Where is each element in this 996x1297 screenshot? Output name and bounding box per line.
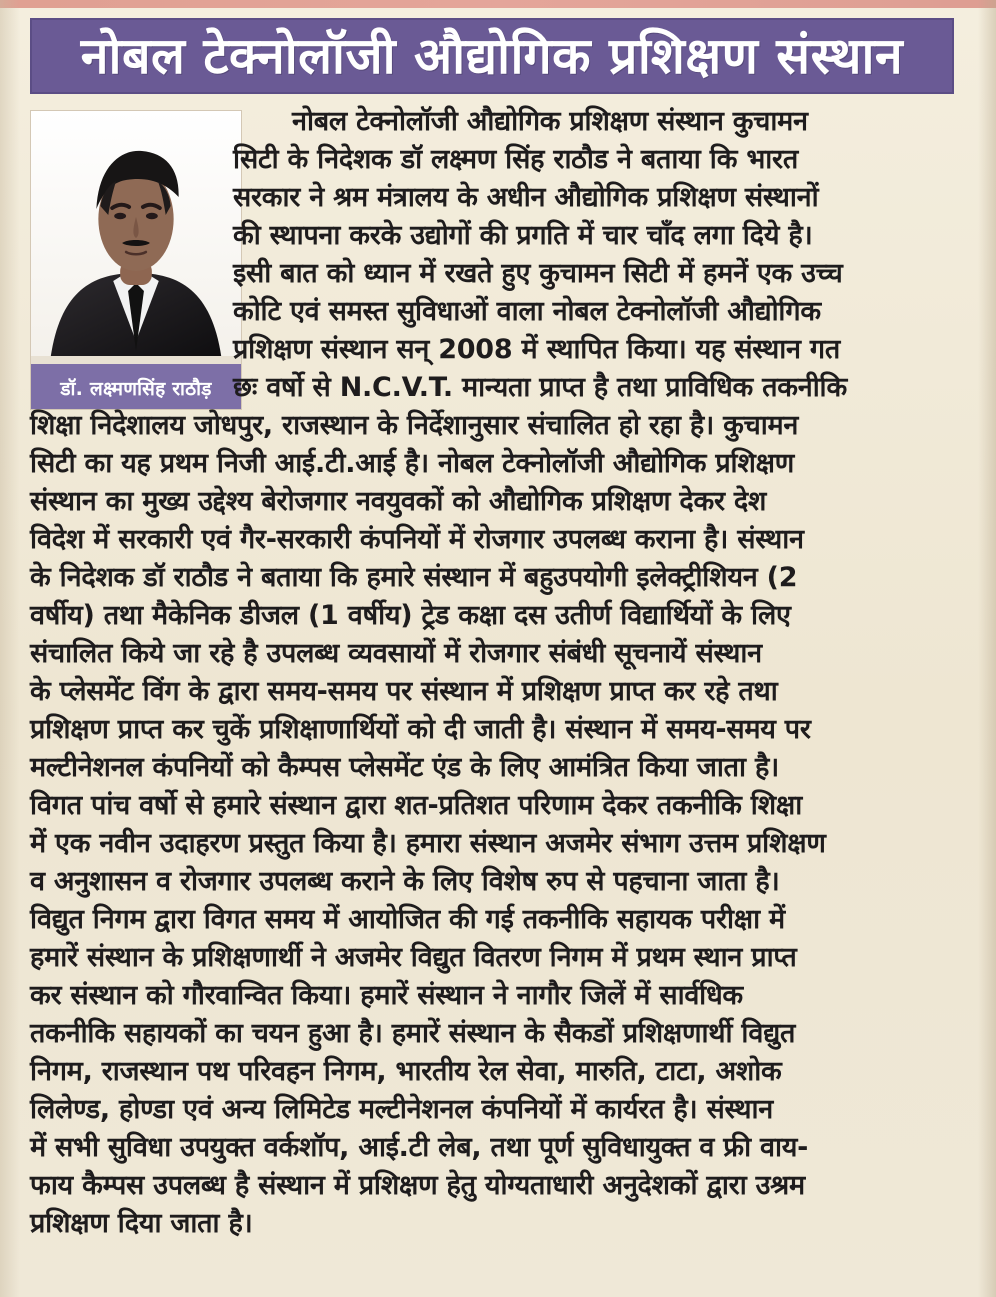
article-line: कर संस्थान को गौरवान्वित किया। हमारें संस्थान ने नागौर जिलें में सार्वधिक: [30, 980, 743, 1011]
article-line: संस्थान का मुख्य उद्देश्य बेरोजगार नवयुवकों को औद्योगिक प्रशिक्षण देकर देश: [30, 486, 767, 517]
article-line: प्रशिक्षण संस्थान सन् 2008 में स्थापित किया। यह संस्थान गत: [233, 334, 840, 365]
article-line: सरकार ने श्रम मंत्रालय के अधीन औद्योगिक प्रशिक्षण संस्थानों: [233, 182, 819, 213]
article-line: वर्षीय) तथा मैकेनिक डीजल (1 वर्षीय) ट्रेड कक्षा दस उतीर्ण विद्यार्थियों के लिए: [30, 600, 791, 631]
article-line: प्रशिक्षण प्राप्त कर चुकें प्रशिक्षाणार्थियों को दी जाती है। संस्थान में समय-समय पर: [30, 714, 811, 745]
article-line: शिक्षा निदेशालय जोधपुर, राजस्थान के निर्देशानुसार संचालित हो रहा है। कुचामन: [30, 410, 799, 441]
article-line: व अनुशासन व रोजगार उपलब्ध कराने के लिए विशेष रुप से पहचाना जाता है।: [30, 866, 780, 897]
article-line: इसी बात को ध्यान में रखते हुए कुचामन सिटी में हमनें एक उच्च: [233, 258, 843, 289]
article-line: तकनीकि सहायकों का चयन हुआ है। हमारें संस्थान के सैकडों प्रशिक्षणार्थी विद्युत: [30, 1018, 796, 1049]
portrait-caption: डॉ. लक्ष्मणसिंह राठौड़: [60, 377, 212, 400]
top-red-strip: [0, 0, 996, 8]
article-line: की स्थापना करके उद्योगों की प्रगति में चार चाँद लगा दिये है।: [233, 220, 813, 251]
article-line: निगम, राजस्थान पथ परिवहन निगम, भारतीय रेल सेवा, मारुति, टाटा, अशोक: [30, 1056, 782, 1087]
article-line: में सभी सुविधा उपयुक्त वर्कशॉप, आई.टी लेब, तथा पूर्ण सुविधायुक्त व फ्री वाय-: [30, 1132, 809, 1163]
headline-title: नोबल टेक्नोलॉजी औद्योगिक प्रशिक्षण संस्थान: [80, 27, 904, 85]
article-line: हमारें संस्थान के प्रशिक्षणार्थी ने अजमेर विद्युत वितरण निगम में प्रथम स्थान प्राप्त: [30, 942, 797, 973]
article-line: छः वर्षो से N.C.V.T. मान्यता प्राप्त है तथा प्राविधिक तकनीकि: [233, 372, 847, 403]
article-line: मल्टीनेशनल कंपनियों को कैम्पस प्लेसमेंट एंड के लिए आमंत्रित किया जाता है।: [30, 752, 780, 783]
left-page-edge: [0, 0, 20, 1297]
article-line: के प्लेसमेंट विंग के द्वारा समय-समय पर संस्थान में प्रशिक्षण प्राप्त कर रहे तथा: [30, 676, 778, 707]
headline-banner: [30, 18, 954, 94]
article-line: लिलेण्ड, होण्डा एवं अन्य लिमिटेड मल्टीनेशनल कंपनियों में कार्यरत है। संस्थान: [30, 1094, 774, 1125]
article-line: के निदेशक डॉ राठौड ने बताया कि हमारे संस्थान में बहुउपयोगी इलेक्ट्रीशियन (2: [30, 562, 798, 593]
article-line: फाय कैम्पस उपलब्ध है संस्थान में प्रशिक्षण हेतु योग्यताधारी अनुदेशकों द्वारा उश्रम: [30, 1170, 805, 1201]
right-page-edge: [978, 0, 996, 1297]
article-body: [30, 108, 954, 1283]
article-line: सिटी के निदेशक डॉ लक्ष्मण सिंह राठौड ने बताया कि भारत: [233, 144, 798, 175]
article-line: प्रशिक्षण दिया जाता है।: [30, 1208, 253, 1239]
article-line: में एक नवीन उदाहरण प्रस्तुत किया है। हमारा संस्थान अजमेर संभाग उत्तम प्रशिक्षण: [30, 828, 826, 859]
article-line: कोटि एवं समस्त सुविधाओं वाला नोबल टेक्नोलॉजी औद्योगिक: [233, 296, 821, 327]
article-line: विदेश में सरकारी एवं गैर-सरकारी कंपनियों में रोजगार उपलब्ध कराना है। संस्थान: [30, 524, 804, 555]
article-line: संचालित किये जा रहे है उपलब्ध व्यवसायों में रोजगार संबंधी सूचनायें संस्थान: [30, 638, 762, 669]
article-line: सिटी का यह प्रथम निजी आई.टी.आई है। नोबल टेक्नोलॉजी औद्योगिक प्रशिक्षण: [30, 448, 795, 479]
article-line: नोबल टेक्नोलॉजी औद्योगिक प्रशिक्षण संस्थान कुचामन: [292, 106, 808, 137]
article-line: विद्युत निगम द्वारा विगत समय में आयोजित की गई तकनीकि सहायक परीक्षा में: [30, 904, 785, 935]
article-line: विगत पांच वर्षो से हमारे संस्थान द्वारा शत-प्रतिशत परिणाम देकर तकनीकि शिक्षा: [30, 790, 802, 821]
